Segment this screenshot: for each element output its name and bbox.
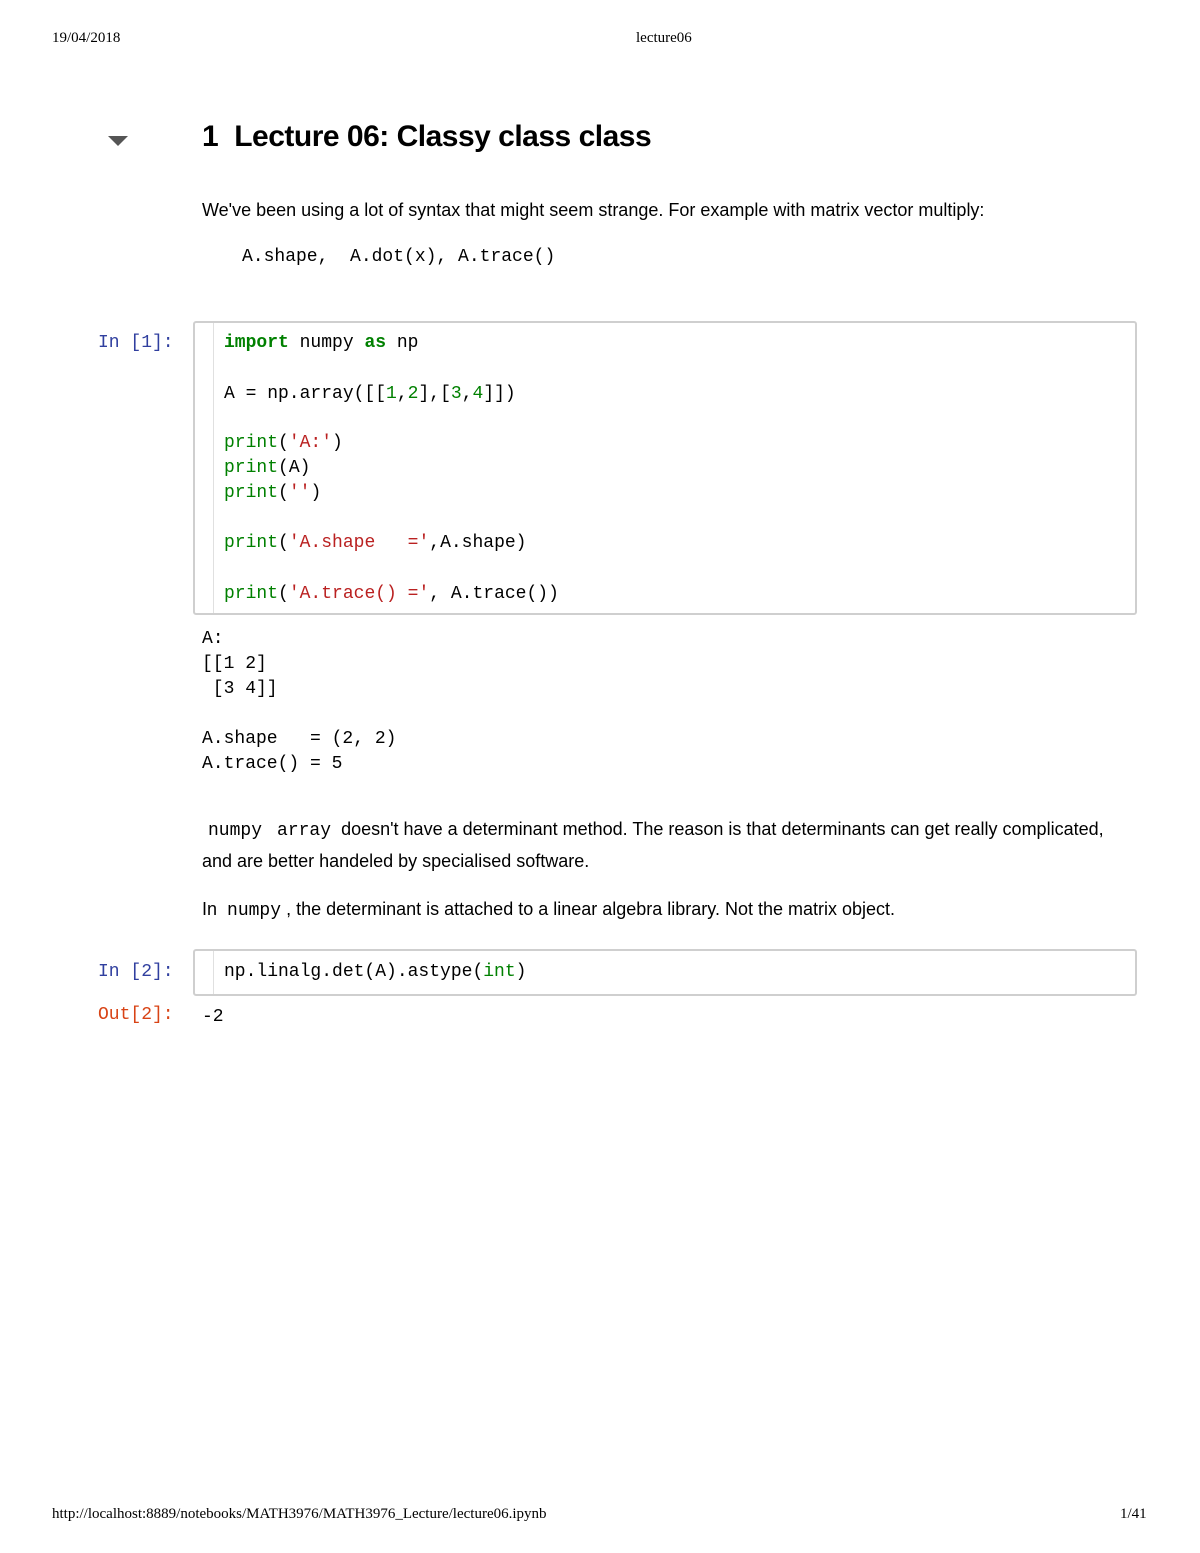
print-url: http://localhost:8889/notebooks/MATH3976/MATH3976_Lecture/lecture06.ipynb	[52, 1506, 547, 1522]
section-heading	[202, 120, 651, 154]
inline-code-array: array	[277, 821, 332, 841]
output-line: [3 4]]	[202, 679, 278, 699]
cell1-line-5: print('')	[224, 483, 322, 503]
intro-paragraph: We've been using a lot of syntax that might seem strange. For example with matrix vector multiply:	[202, 200, 985, 220]
cell1-line-2: A = np.array([[1,2],[3,4]])	[224, 384, 516, 404]
inline-code-numpy: numpy	[227, 901, 282, 921]
cell2-out-prompt: Out[2]:	[98, 1005, 174, 1025]
output-line: A.shape = (2, 2)	[202, 729, 397, 749]
cell1-editor[interactable]	[213, 323, 1135, 613]
code-cell-1[interactable]	[193, 321, 1137, 615]
intro-code-example: A.shape, A.dot(x), A.trace()	[242, 247, 556, 267]
print-date: 19/04/2018	[52, 30, 121, 46]
inline-code-numpy: numpy	[208, 821, 263, 841]
cell1-prompt: In [1]:	[98, 333, 174, 353]
cell1-line-3: print('A:')	[224, 433, 343, 453]
cell2-line-1: np.linalg.det(A).astype(int)	[224, 962, 527, 982]
output-line: [[1 2]	[202, 654, 267, 674]
cell2-output-value: -2	[202, 1007, 224, 1027]
output-line	[202, 702, 396, 727]
section-title: Lecture 06: Classy class class	[234, 120, 652, 153]
section-number: 1	[202, 120, 219, 153]
print-title: lecture06	[636, 30, 692, 46]
output-line: A:	[202, 629, 224, 649]
cell2-prompt: In [2]:	[98, 962, 174, 982]
linalg-paragraph: In numpy , the determinant is attached to a linear algebra library. Not the matrix object.	[202, 899, 896, 921]
cell1-line-4: print(A)	[224, 458, 311, 478]
cell1-output	[202, 627, 396, 777]
cell1-line-1: import numpy as np	[224, 333, 419, 353]
cell1-line-6: print('A.shape =',A.shape)	[224, 533, 527, 553]
cell1-line-7: print('A.trace() =', A.trace())	[224, 584, 559, 604]
page-number: 1/41	[1120, 1506, 1147, 1522]
collapse-caret-icon[interactable]	[108, 136, 128, 146]
output-line: A.trace() = 5	[202, 754, 343, 774]
determinant-paragraph: numpy array doesn't have a determinant method. The reason is that determinants can get really complicated, and are better handeled by specialised software.	[202, 819, 1104, 871]
